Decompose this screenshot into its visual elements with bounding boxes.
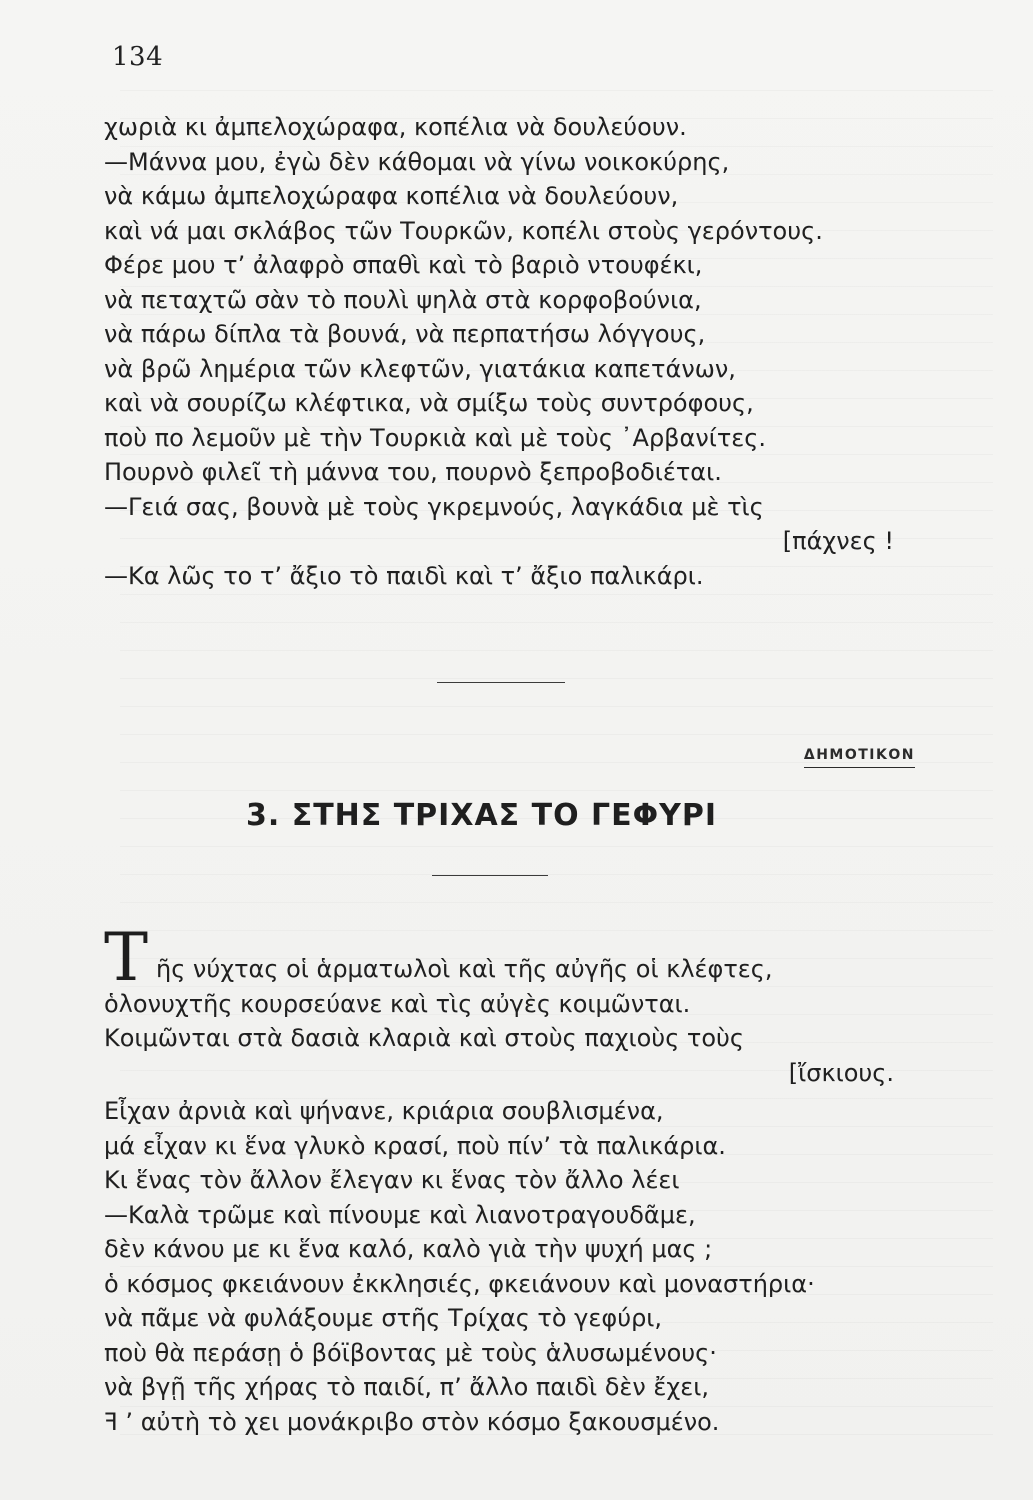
verse-turnover-line: [πάχνες ! <box>782 527 894 555</box>
verse-line: νὰ βρῶ λημέρια τῶν κλεφτῶν, γιατάκια καπετάνων, <box>104 354 736 383</box>
verse-line: νὰ κάμω ἀμπελοχώραφα κοπέλια νὰ δουλεύουν, <box>104 182 679 210</box>
poem-part-3 <box>104 1094 924 1439</box>
verse-line: Κοιμῶνται στὰ δασιὰ κλαριὰ καὶ στοὺς παχιοὺς τοὺς <box>104 1024 745 1052</box>
page-number: 134 <box>112 42 164 72</box>
verse-turnover-line: [ἴσκιους. <box>788 1058 894 1087</box>
section-divider-top <box>437 682 565 683</box>
drop-cap: Τ <box>104 919 149 996</box>
poem-title: 3. ΣΤΗΣ ΤΡΙΧΑΣ ΤΟ ΓΕΦΥΡΙ <box>246 798 718 833</box>
verse-line: νὰ βγῇ τῆς χήρας τὸ παιδί, π’ ἄλλο παιδὶ δὲν ἔχει, <box>104 1373 709 1401</box>
verse-line: —Γειά σας, βουνὰ μὲ τοὺς γκρεμνούς, λαγκάδια μὲ τὶς <box>104 492 764 521</box>
verse-line: νὰ πᾶμε νὰ φυλάξουμε στῆς Τρίχας τὸ γεφύρι, <box>104 1304 663 1332</box>
verse-line: Πουρνὸ φιλεῖ τὴ μάννα του, πουρνὸ ξεπροβοδιέται. <box>104 458 722 486</box>
verse-line: μά εἶχαν κι ἕνα γλυκὸ κρασί, ποὺ πίν’ τὰ παλικάρια. <box>104 1131 726 1160</box>
verse-line: —Καλὰ τρῶμε καὶ πίνουμε καὶ λιανοτραγουδᾶμε, <box>104 1200 696 1229</box>
verse-line: Φέρε μου τ’ ἀλαφρὸ σπαθὶ καὶ τὸ βαριὸ ντουφέκι, <box>104 251 703 279</box>
verse-line: ὁλονυχτῆς κουρσεύανε καὶ τὶς αὐγὲς κοιμῶνται. <box>104 989 691 1018</box>
verse-line: —Κα λῶς το τ’ ἄξιο τὸ παιδὶ καὶ τ’ ἄξιο παλικάρι. <box>104 561 704 590</box>
verse-line: ποὺ πο λεμοῦν μὲ τὴν Τουρκιὰ καὶ μὲ τοὺς ᾿Αρβανίτες. <box>104 423 766 452</box>
verse-line: δὲν κάνου με κι ἕνα καλό, καλὸ γιὰ τὴν ψυχή μας ; <box>104 1235 713 1263</box>
verse-line: νὰ πεταχτῶ σὰν τὸ πουλὶ ψηλὰ στὰ κορφοβούνια, <box>104 285 702 314</box>
section-divider-middle <box>432 875 548 876</box>
verse-line: ῆς νύχτας οἱ ἁρματωλοὶ καὶ τῆς αὐγῆς οἱ κλέφτες, <box>156 955 773 983</box>
poem-part-2 <box>104 952 924 1090</box>
verse-line: Κι ἕνας τὸν ἄλλον ἔλεγαν κι ἕνας τὸν ἄλλο λέει <box>104 1166 680 1194</box>
verse-line: ὁ κόσμος φκειάνουν ἐκκλησιές, φκειάνουν καὶ μοναστήρια· <box>104 1269 815 1298</box>
verse-line: καὶ νά μαι σκλάβος τῶν Τουρκῶν, κοπέλι στοὺς γερόντους. <box>104 216 823 245</box>
verse-line: —Μάννα μου, ἐγὼ δὲν κάθομαι νὰ γίνω νοικοκύρης, <box>104 147 730 176</box>
verse-line: νὰ πάρω δίπλα τὰ βουνά, νὰ περπατήσω λόγγους, <box>104 320 706 348</box>
verse-line: Εἶχαν ἀρνιὰ καὶ ψήνανε, κριάρια σουβλισμένα, <box>104 1097 664 1125</box>
verse-line: καὶ νὰ σουρίζω κλέφτικα, νὰ σμίξω τοὺς συντρόφους, <box>104 389 754 417</box>
verse-line: ꟻ ’ αὐτὴ τὸ χει μονάκριβο στὸν κόσμο ξακουσμένο. <box>104 1407 720 1436</box>
section-label: ΔΗΜΟΤΙΚΟΝ <box>803 747 915 763</box>
verse-line: ποὺ θὰ περάσῃ ὁ βόϊβοντας μὲ τοὺς ἁλυσωμένους· <box>104 1338 717 1367</box>
verse-line: χωριὰ κι ἀμπελοχώραφα, κοπέλια νὰ δουλεύουν. <box>104 113 687 141</box>
poem-part-1 <box>104 110 924 593</box>
